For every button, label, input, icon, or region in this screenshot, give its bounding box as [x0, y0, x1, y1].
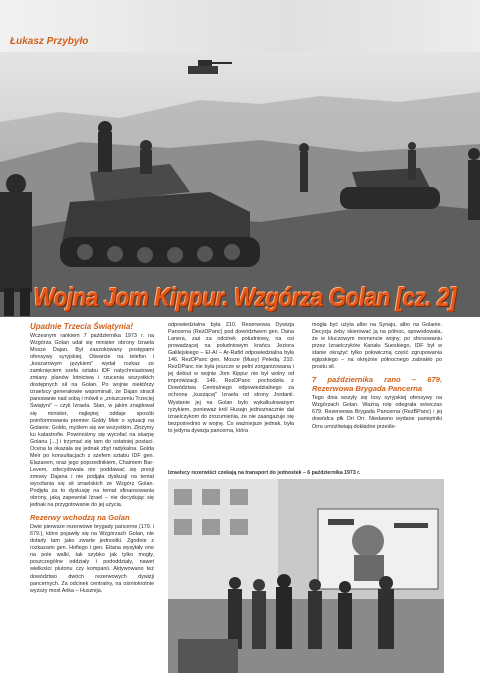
text-column-2 — [168, 322, 294, 435]
reservists-photo — [168, 479, 444, 673]
battle-photo — [0, 52, 480, 317]
section-heading-2: Rezerwy wchodzą na Golan — [30, 513, 130, 523]
paragraph: Wczesnym rankiem 7 października 1973 r. na Wzgórza Golan udał się minister obrony Izraela Mosze Dajan. Był zaszokowany postępami ofensywy syryjskiej. Otwarcie na telefon i „koszarowym językiem” wydał rozkaz ze zamknięciem szefa sztabu IDF natychmiastowej zmiany planów lotnictwa i rzucenia wszystkich dostępnych sił na Golan. Po wojnie niektórzy izraelscy generałowie wspominali, że Dajan stracił panowanie nad sobą i mówił o „zniszczeniu Trzeciej Świątyni” – czyli Izraela. Stan, w jakim znajdował się minister, najlepiej oddaje sposób poinformowania premier Goldy Meir o sytuacji na Golanie: Goldo, myślem się we wszystkim. Złożymy ku katastrofie. Powinniśmy się wycofać na skarpę Golanu […] i trzymać się tam do ostatniej postaci. Ocena ta okazała się jednak zbyt radykalna. Golda Meir po konsultacjach z szefem sztabu IDF gen. Elazarem, oraz jego poprzednikiem, Chaimem Bar-Levem, zdecydowała nie poddawać się presji zmowy Dajana i nie podjąła dyskusji na temat wycofania się sił izraelskich ze Wzgórz Golan. Podjęła za to dyskusję na temat sfinansowania obrony, jaką zapewniał Izrael – nie decydując się jednak na przygotowanie do jej użycia. — [30, 333, 154, 509]
section-heading-1: Upadnie Trzecia Świątynia! — [30, 322, 133, 331]
text-column-3 — [312, 322, 442, 431]
article-title: Wojna Jom Kippur. Wzgórza Golan [cz. 2] — [33, 282, 457, 312]
paragraph: odpowiedzialna była 210. Rezerwowa Dywizja Pancerna (RezDPanc) pod dowództwem gen. Dana Lanera, zaś za odcinek południowy, na osi prowadzącej na południowym krańcu Jeziora Galilejskiego – El-Al – Ar-Rafid odpowiedzialna była 146. RezDPanc gen. Mosze (Musy) Peledą. 210. RezDPanc nie była jeszcze w pełni zorganizowana i jej debiut w wojnie Jom Kippur nie był wolny od improwizacji. 146. RezDPanc pochodziła z Dowództwa Centralnego odpowiedzialnego za ochronę „kuszącej” Izraela od strony Jordanii. Wysłanie jej na Golan było wykalkulowanym ryzykiem, ponieważ król Husajn jednoznacznie dał izraelczykom do zrozumienia, że nie zaangażuje się bezpośrednio w wojnę. Co ważniejsze jednak, była to jedyna dywizja pancerna, która — [168, 322, 294, 434]
text-column-1 — [30, 322, 154, 595]
header-band — [0, 0, 480, 60]
paragraph: Tego dnia wszyły się losy syryjskiej ofensywy na Wzgórzach Golan. Ważną rolę odegrała wówczas 679. Rezerwowa Brygada Pancerna (RezBPanc) i jej dowódca płk Ori Orr. Niedawno wydane pamiętniki Orra umożliwiają dokładne prześle- — [312, 395, 442, 430]
tanks-photo-illustration — [0, 52, 480, 317]
paragraph: mogła być użyta albo na Synaju, albo na Golanie. Decyzja żeby skierować ją na północ, spowodowała, że w kluczowym momencie wojny, po sforsowaniu przez Izraelczyków Kanału Sueskiego, IDF był w stanie okrążyć tylko połowiczną część zgrupowania egipskiego – na okrężnie północnego zabrakło po prostu sił. — [312, 322, 442, 371]
section-heading-3: 7 października rano – 679. Rezerwowa Brygada Pancerna — [312, 375, 442, 394]
paragraph: Dwie pierwsze rezerwowe brygady pancerne (179. i 679.), które pojawiły się na Wzgórzach Golan, nie dotarły tam jako zwarte jednostki. Zgodnie z rozkazami gen. Hofiego i gen. Eitana wysyłały one na pole walki, tak szybko jak tylko mogły, poszczególne oddziały i pododdziały, nawet wielkości plutonu czy kompanii. Aktywowano też dowództwo dwóch rezerwowych dywizji pancernych. Za odcinek centralny, na ośmiokrotnie wyższy most Arika – Husznija. — [30, 524, 154, 594]
street-photo-illustration — [168, 479, 444, 673]
author-name: Łukasz Przybyło — [10, 36, 89, 47]
photo-caption: Izraelscy rezerwiści czekają na transport do jednostek – 6 października 1973 r. — [168, 470, 361, 476]
